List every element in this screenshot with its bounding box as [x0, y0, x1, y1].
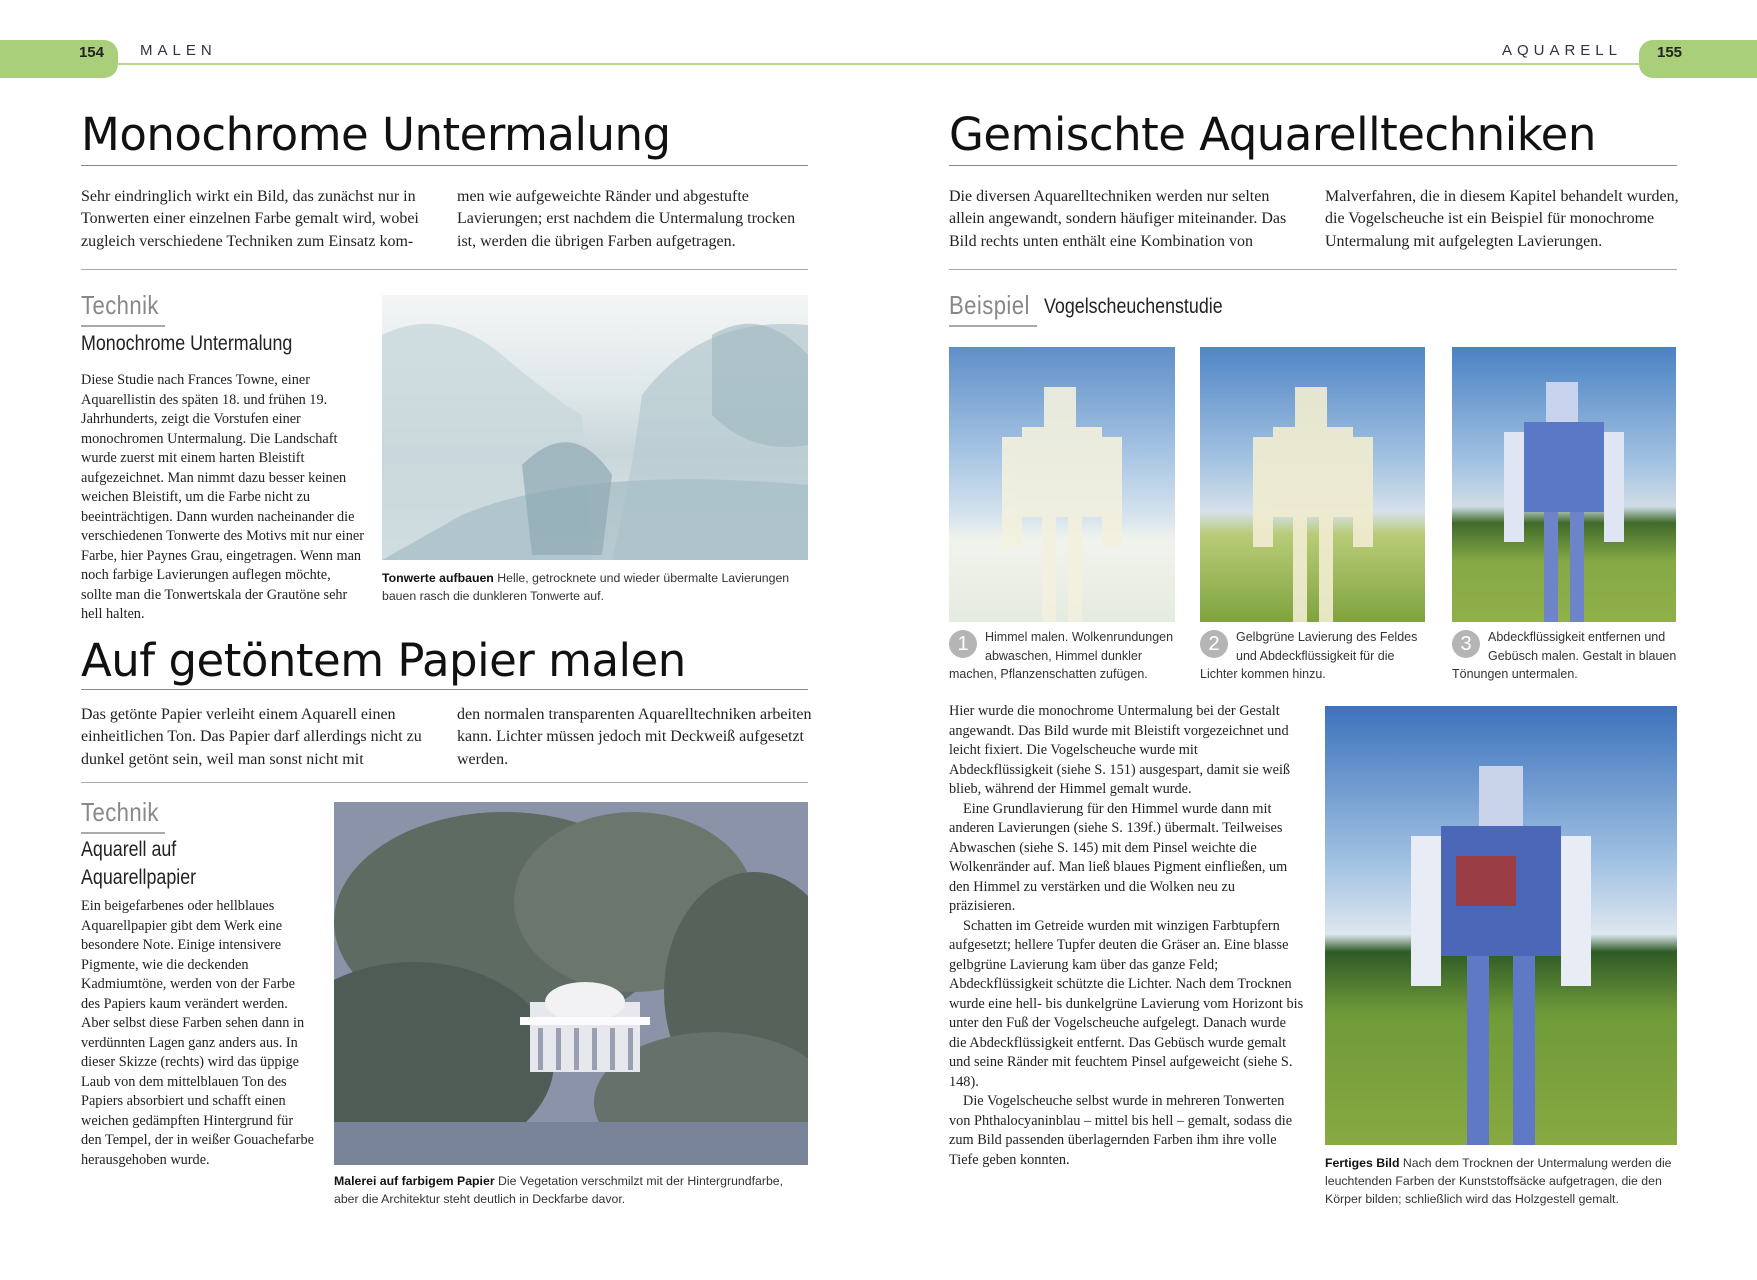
- landscape-monochrome-image: [382, 295, 808, 560]
- paragraph: Schatten im Getreide wurden mit winzigen Farbtupfern aufgesetzt; hellere Tupfer deuten die Gräser an. Eine blasse gelbgrüne Lavierung kam über das ganze Feld; Abdeckflüssigkeit schützte die Lichter. Nach dem Trocknen wurde eine hell- bis dunkelgrüne Lavierung vom Horizont bis unter den Fuß der Vogelscheuche aufgelegt. Danach wurde die Abdeckflüssigkeit entfernt. Das Gebüsch wurde gemalt und seine Ränder mit feuchtem Pinsel aufgeweicht (siehe S. 148).: [949, 917, 1304, 1090]
- section-title: Auf getöntem Papier malen: [81, 634, 686, 687]
- step-text: Abdeckflüssigkeit entfernen und Gebüsch malen. Gestalt in blauen Tönungen untermalen.: [1452, 630, 1677, 681]
- scarecrow-figure: [1504, 362, 1624, 622]
- page-title: Gemischte Aquarelltechniken: [949, 108, 1596, 161]
- step-number-badge: 2: [1200, 630, 1228, 658]
- step-caption-1: [949, 628, 1179, 684]
- divider: [949, 165, 1677, 166]
- paragraph: Eine Grundlavierung für den Himmel wurde dann mit anderen Lavierungen (siehe S. 139f.) übermalt. Teilweises Abwaschen (siehe S. 145) mit dem Pinsel weichte die Wolkenränder auf. Man ließ blaues Pigment einfließen, um den Himmel zu verstärken und die Wolken neu zu präzisieren.: [949, 800, 1288, 914]
- page-number-right: [1639, 40, 1757, 78]
- divider: [81, 269, 808, 270]
- step-2-image: [1200, 347, 1425, 622]
- caption-title: Fertiges Bild: [1325, 1156, 1400, 1170]
- step-number-badge: 1: [949, 630, 977, 658]
- page-number: 155: [1657, 44, 1683, 61]
- step-caption-3: [1452, 628, 1682, 684]
- kicker-underline: [81, 325, 165, 327]
- paragraph: Die Vogelscheuche selbst wurde in mehreren Tonwerten von Phthalocyaninblau – mittel bis hell – gemalt, sodass die zum Bild passenden überlagernden Farben ihm ihre volle Tiefe geben konnten.: [949, 1093, 1293, 1168]
- body-text: Ein beigefarbenes oder hellblaues Aquarellpapier gibt dem Werk eine besondere Note. Einige intensivere Pigmente, wie die deckenden Kadmiumtöne, werden von der Farbe des Papiers kaum verändert werden. Aber selbst diese Farben sehen dann in verdünnten Lagen ganz anders aus. In dieser Skizze (rechts) wird das üppige Laub von dem mittelblauen Ton des Papiers absorbiert und schafft einen weichen gedämpften Hintergrund für den Tempel, der in weißer Gouachefarbe herausgehoben wurde.: [81, 898, 314, 1168]
- example-kicker: Beispiel: [949, 290, 1030, 320]
- step-text: Gelbgrüne Lavierung des Feldes und Abdeckflüssigkeit für die Lichter kommen hinzu.: [1200, 630, 1418, 681]
- page-number-left: [0, 40, 118, 78]
- intro-col-1: Das getönte Papier verleiht einem Aquarell einen einheitlichen Ton. Das Papier darf allerdings nicht zu dunkel getönt sein, weil man sonst nicht mit: [81, 706, 422, 768]
- caption-title: Malerei auf farbigem Papier: [334, 1174, 495, 1188]
- scarecrow-figure: [1253, 367, 1373, 622]
- running-head-left: MALEN: [140, 42, 217, 59]
- finished-scarecrow-image: [1325, 706, 1677, 1145]
- header-rule: [118, 63, 1639, 65]
- caption-text: Die Vegetation verschmilzt mit der Hintergrundfarbe, aber die Architektur steht deutlich in Deckfarbe davor.: [334, 1174, 784, 1206]
- step-3-image: [1452, 347, 1676, 622]
- step-text: Himmel malen. Wolkenrundungen abwaschen, Himmel dunkler machen, Pflanzenschatten zufügen.: [949, 630, 1174, 681]
- section-subtitle-line2: Aquarellpapier: [81, 866, 197, 889]
- intro-col-2: den normalen transparenten Aquarelltechniken arbeiten kann. Lichter müssen jedoch mit Deckweiß aufgesetzt werden.: [457, 706, 812, 768]
- body-text: [949, 702, 1304, 1170]
- kicker-underline: [81, 832, 165, 834]
- intro-col-1: Sehr eindringlich wirkt ein Bild, das zunächst nur in Tonwerten einer einzelnen Farbe gemalt wird, wobei zugleich verschiedene Techniken zum Einsatz kom-: [81, 188, 419, 250]
- caption-title: Tonwerte aufbauen: [382, 571, 494, 585]
- image-caption: [382, 569, 808, 605]
- body-text: Diese Studie nach Frances Towne, einer Aquarellistin des späten 18. und frühen 19. Jahrhunderts, zeigt die Vorstufen einer monochromen Untermalung. Die Landschaft wurde zuerst mit einem harten Bleistift aufgezeichnet. Man nimmt dazu besser keinen weichen Bleistift, um die Farbe nicht zu beeinträchtigen. Dann wurden nacheinander die verschiedenen Tonwerte des Motivs mit nur einer Farbe, hier Paynes Grau, eingetragen. Wenn man noch farbige Lavierungen auflegen möchte, sollte man die Tonwertskala der Grautöne sehr hell halten.: [81, 372, 365, 622]
- step-number-badge: 3: [1452, 630, 1480, 658]
- temple-painting: [334, 802, 808, 1165]
- section-subtitle: Monochrome Untermalung: [81, 332, 293, 355]
- intro-col-2: Malverfahren, die in diesem Kapitel behandelt wurden, die Vogelscheuche ist ein Beispiel für monochrome Untermalung mit aufgelegten Lavierungen.: [1325, 188, 1679, 250]
- divider: [81, 165, 808, 166]
- running-head-right: AQUARELL: [1501, 42, 1622, 59]
- paragraph: Hier wurde die monochrome Untermalung bei der Gestalt angewandt. Das Bild wurde mit Bleistift vorgezeichnet und leicht fixiert. Die Vogelscheuche wurde mit Abdeckflüssigkeit (siehe S. 151) ausgespart, damit sie weiß blieb, während der Himmel gemalt wurde.: [949, 703, 1291, 797]
- caption-text: Helle, getrocknete und wieder übermalte Lavierungen bauen rasch die dunkleren Tonwerte auf.: [382, 571, 790, 603]
- page-number: 154: [78, 44, 104, 61]
- scarecrow-figure: [1002, 367, 1122, 622]
- intro-col-1: Die diversen Aquarelltechniken werden nur selten allein angewandt, sondern häufiger miteinander. Das Bild rechts unten enthält eine Kombination von: [949, 188, 1287, 250]
- page-title: Monochrome Untermalung: [81, 108, 671, 161]
- image-caption: [334, 1172, 808, 1208]
- section-subtitle-line1: Aquarell auf: [81, 838, 177, 861]
- step-1-image: [949, 347, 1175, 622]
- section-kicker: Technik: [81, 290, 159, 320]
- caption-text: Nach dem Trocknen der Untermalung werden die leuchtenden Farben der Kunststoffsäcke aufgetragen, die den Körper bilden; schließlich wird das Holzgestell gemalt.: [1325, 1156, 1672, 1206]
- scarecrow-figure: [1401, 756, 1601, 1145]
- temple-painting-image: [334, 802, 808, 1165]
- example-title: Vogelscheuchenstudie: [1044, 295, 1223, 318]
- divider: [949, 269, 1677, 270]
- image-caption: [1325, 1154, 1677, 1208]
- kicker-underline: [949, 325, 1037, 327]
- landscape-sketch: [382, 295, 808, 560]
- divider: [81, 689, 808, 690]
- section-kicker: Technik: [81, 797, 159, 827]
- divider: [81, 782, 808, 783]
- step-caption-2: [1200, 628, 1430, 684]
- intro-col-2: men wie aufgeweichte Ränder und abgestufte Lavierungen; erst nachdem die Untermalung trocken ist, werden die übrigen Farben aufgetragen.: [457, 188, 796, 250]
